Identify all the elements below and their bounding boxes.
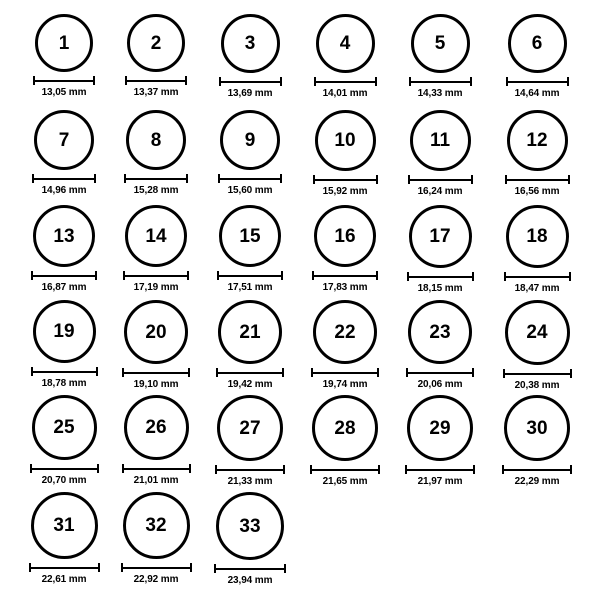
dimension-line xyxy=(32,174,96,183)
ring-size-cell xyxy=(111,110,201,196)
dimension-tick-left xyxy=(217,271,219,280)
dimension-marker xyxy=(122,368,190,390)
dimension-tick-left xyxy=(219,77,221,86)
dimension-tick-right xyxy=(93,76,95,85)
dimension-label: 20,38 mm xyxy=(514,380,560,391)
ring-circle xyxy=(315,110,376,171)
dimension-bar xyxy=(219,81,282,83)
dimension-label: 21,97 mm xyxy=(417,476,463,487)
ring-size-number: 27 xyxy=(239,417,261,439)
ring-circle xyxy=(124,395,189,460)
dimension-line xyxy=(219,77,282,86)
ring-size-number: 14 xyxy=(145,225,167,247)
dimension-bar xyxy=(122,372,190,374)
ring-size-number: 12 xyxy=(526,130,548,151)
ring-circle xyxy=(312,395,378,461)
dimension-tick-right xyxy=(567,77,569,86)
dimension-bar xyxy=(122,468,191,470)
dimension-line xyxy=(502,465,572,474)
ring-size-cell xyxy=(19,395,109,486)
dimension-marker xyxy=(310,465,380,487)
dimension-marker xyxy=(125,76,187,98)
ring-size-number: 17 xyxy=(429,226,451,247)
dimension-label: 14,33 mm xyxy=(417,88,463,99)
ring-size-number: 16 xyxy=(334,225,356,247)
ring-size-cell xyxy=(205,395,295,487)
dimension-line xyxy=(505,175,570,184)
dimension-bar xyxy=(32,178,96,180)
dimension-line xyxy=(214,564,286,573)
dimension-marker xyxy=(219,77,282,99)
dimension-bar xyxy=(310,469,380,471)
ring-size-number: 6 xyxy=(531,33,543,54)
dimension-bar xyxy=(33,80,95,82)
dimension-label: 19,42 mm xyxy=(227,379,273,390)
dimension-tick-left xyxy=(409,77,411,86)
dimension-marker xyxy=(502,465,572,487)
dimension-tick-right xyxy=(473,465,475,474)
dimension-label: 21,01 mm xyxy=(133,475,179,486)
dimension-tick-right xyxy=(280,77,282,86)
dimension-line xyxy=(311,368,379,377)
dimension-bar xyxy=(313,179,378,181)
dimension-marker xyxy=(505,175,570,197)
dimension-tick-left xyxy=(30,464,32,473)
dimension-label: 22,92 mm xyxy=(133,574,179,585)
ring-circle xyxy=(32,395,97,460)
dimension-marker xyxy=(218,174,282,196)
dimension-tick-right xyxy=(570,465,572,474)
dimension-marker xyxy=(407,272,474,294)
dimension-label: 19,74 mm xyxy=(322,379,368,390)
ring-size-number: 8 xyxy=(150,129,162,151)
ring-circle xyxy=(410,110,471,171)
dimension-bar xyxy=(409,81,472,83)
dimension-tick-right xyxy=(96,367,98,376)
dimension-line xyxy=(124,174,188,183)
dimension-tick-left xyxy=(31,271,33,280)
dimension-marker xyxy=(314,77,377,99)
dimension-label: 13,05 mm xyxy=(41,87,87,98)
dimension-label: 20,70 mm xyxy=(41,475,87,486)
dimension-tick-left xyxy=(503,369,505,378)
dimension-tick-right xyxy=(282,368,284,377)
dimension-line xyxy=(31,367,98,376)
dimension-line xyxy=(215,465,285,474)
dimension-bar xyxy=(121,567,192,569)
dimension-marker xyxy=(311,368,379,390)
ring-circle xyxy=(219,205,281,267)
ring-size-number: 29 xyxy=(429,417,451,439)
dimension-label: 23,94 mm xyxy=(227,575,273,586)
dimension-label: 14,64 mm xyxy=(514,88,560,99)
dimension-bar xyxy=(124,178,188,180)
dimension-tick-right xyxy=(186,174,188,183)
dimension-tick-left xyxy=(314,77,316,86)
ring-size-cell xyxy=(300,14,390,99)
dimension-tick-right xyxy=(568,175,570,184)
dimension-bar xyxy=(314,81,377,83)
ring-circle xyxy=(218,300,282,364)
dimension-tick-left xyxy=(218,174,220,183)
dimension-marker xyxy=(123,271,189,293)
ring-size-cell xyxy=(205,110,295,196)
ring-size-number: 20 xyxy=(145,321,167,343)
dimension-marker xyxy=(504,272,571,294)
ring-size-cell xyxy=(205,492,295,586)
dimension-line xyxy=(31,271,97,280)
dimension-marker xyxy=(408,175,473,197)
ring-size-number: 33 xyxy=(239,515,261,537)
dimension-line xyxy=(217,271,283,280)
dimension-tick-left xyxy=(214,564,216,573)
ring-size-cell xyxy=(19,205,109,293)
dimension-marker xyxy=(409,77,472,99)
dimension-line xyxy=(408,175,473,184)
ring-circle xyxy=(33,300,96,363)
dimension-tick-left xyxy=(124,174,126,183)
dimension-label: 22,29 mm xyxy=(514,476,560,487)
dimension-bar xyxy=(408,179,473,181)
ring-size-number: 10 xyxy=(334,130,356,151)
ring-circle xyxy=(216,492,284,560)
dimension-tick-left xyxy=(405,465,407,474)
dimension-label: 18,15 mm xyxy=(417,283,463,294)
ring-size-cell xyxy=(300,205,390,293)
ring-size-number: 32 xyxy=(145,515,167,536)
ring-size-number: 5 xyxy=(434,33,446,54)
ring-size-number: 23 xyxy=(429,321,451,343)
dimension-tick-right xyxy=(187,271,189,280)
dimension-label: 14,96 mm xyxy=(41,185,87,196)
dimension-line xyxy=(218,174,282,183)
ring-circle xyxy=(316,14,375,73)
dimension-tick-right xyxy=(472,368,474,377)
ring-circle xyxy=(127,14,185,72)
dimension-label: 22,61 mm xyxy=(41,574,87,585)
dimension-bar xyxy=(216,372,284,374)
ring-size-cell xyxy=(492,205,582,294)
ring-size-number: 13 xyxy=(53,225,75,247)
dimension-marker xyxy=(121,563,192,585)
ring-size-cell xyxy=(19,492,109,585)
dimension-marker xyxy=(214,564,286,586)
dimension-label: 21,65 mm xyxy=(322,476,368,487)
ring-size-number: 31 xyxy=(53,515,75,536)
dimension-line xyxy=(312,271,378,280)
dimension-bar xyxy=(218,178,282,180)
dimension-tick-left xyxy=(122,368,124,377)
ring-circle xyxy=(33,205,95,267)
dimension-tick-left xyxy=(408,175,410,184)
ring-size-cell xyxy=(395,14,485,99)
ring-size-cell xyxy=(300,300,390,390)
dimension-line xyxy=(409,77,472,86)
dimension-tick-right xyxy=(280,174,282,183)
dimension-bar xyxy=(30,468,99,470)
ring-circle xyxy=(508,14,567,73)
dimension-line xyxy=(506,77,569,86)
dimension-tick-left xyxy=(123,271,125,280)
dimension-label: 16,87 mm xyxy=(41,282,87,293)
dimension-marker xyxy=(124,174,188,196)
dimension-tick-left xyxy=(502,465,504,474)
dimension-marker xyxy=(122,464,191,486)
dimension-line xyxy=(314,77,377,86)
dimension-tick-right xyxy=(470,77,472,86)
ring-size-number: 30 xyxy=(526,417,548,439)
ring-size-cell xyxy=(19,110,109,196)
dimension-tick-left xyxy=(33,76,35,85)
ring-size-number: 18 xyxy=(526,226,548,247)
ring-size-cell xyxy=(395,205,485,294)
dimension-tick-left xyxy=(313,175,315,184)
dimension-tick-left xyxy=(312,271,314,280)
dimension-line xyxy=(122,368,190,377)
dimension-bar xyxy=(125,80,187,82)
dimension-line xyxy=(405,465,475,474)
ring-size-number: 21 xyxy=(239,321,261,343)
dimension-line xyxy=(29,563,100,572)
dimension-tick-left xyxy=(216,368,218,377)
dimension-tick-right xyxy=(472,272,474,281)
dimension-tick-right xyxy=(94,174,96,183)
ring-circle xyxy=(314,205,376,267)
ring-circle xyxy=(34,110,94,170)
dimension-tick-right xyxy=(376,175,378,184)
dimension-line xyxy=(503,369,572,378)
dimension-tick-left xyxy=(311,368,313,377)
dimension-tick-left xyxy=(29,563,31,572)
ring-circle xyxy=(124,300,188,364)
dimension-line xyxy=(504,272,571,281)
ring-circle xyxy=(31,492,98,559)
ring-size-cell xyxy=(492,395,582,487)
dimension-line xyxy=(407,272,474,281)
ring-size-cell xyxy=(492,110,582,197)
dimension-tick-left xyxy=(125,76,127,85)
ring-size-cell xyxy=(395,395,485,487)
ring-circle xyxy=(407,395,473,461)
dimension-tick-right xyxy=(377,368,379,377)
ring-circle xyxy=(221,14,280,73)
ring-size-number: 15 xyxy=(239,225,261,247)
dimension-tick-left xyxy=(121,563,123,572)
dimension-marker xyxy=(313,175,378,197)
dimension-label: 18,47 mm xyxy=(514,283,560,294)
dimension-line xyxy=(122,464,191,473)
dimension-label: 16,24 mm xyxy=(417,186,463,197)
dimension-bar xyxy=(123,275,189,277)
ring-size-cell xyxy=(300,395,390,487)
dimension-label: 13,69 mm xyxy=(227,88,273,99)
dimension-label: 21,33 mm xyxy=(227,476,273,487)
dimension-bar xyxy=(407,276,474,278)
dimension-label: 17,83 mm xyxy=(322,282,368,293)
dimension-marker xyxy=(217,271,283,293)
dimension-label: 14,01 mm xyxy=(322,88,368,99)
dimension-label: 20,06 mm xyxy=(417,379,463,390)
dimension-marker xyxy=(29,563,100,585)
dimension-label: 15,60 mm xyxy=(227,185,273,196)
dimension-tick-left xyxy=(506,77,508,86)
ring-circle xyxy=(220,110,280,170)
ring-size-number: 24 xyxy=(526,322,548,343)
dimension-line xyxy=(123,271,189,280)
dimension-tick-right xyxy=(97,464,99,473)
dimension-marker xyxy=(506,77,569,99)
dimension-marker xyxy=(31,271,97,293)
dimension-tick-left xyxy=(406,368,408,377)
dimension-tick-right xyxy=(375,77,377,86)
dimension-bar xyxy=(505,179,570,181)
dimension-tick-left xyxy=(505,175,507,184)
dimension-tick-right xyxy=(190,563,192,572)
ring-size-number: 19 xyxy=(53,321,75,342)
dimension-bar xyxy=(503,373,572,375)
dimension-tick-right xyxy=(570,369,572,378)
ring-circle xyxy=(126,110,186,170)
dimension-bar xyxy=(311,372,379,374)
ring-circle xyxy=(125,205,187,267)
dimension-bar xyxy=(506,81,569,83)
ring-size-number: 1 xyxy=(58,32,70,54)
ring-size-number: 9 xyxy=(244,129,256,151)
dimension-line xyxy=(30,464,99,473)
dimension-line xyxy=(406,368,474,377)
dimension-label: 15,28 mm xyxy=(133,185,179,196)
ring-circle xyxy=(504,395,570,461)
dimension-tick-right xyxy=(376,271,378,280)
ring-size-number: 22 xyxy=(334,321,356,343)
ring-circle xyxy=(506,205,569,268)
ring-circle xyxy=(35,14,93,72)
dimension-bar xyxy=(214,568,286,570)
dimension-bar xyxy=(405,469,475,471)
ring-size-cell xyxy=(111,300,201,390)
ring-size-cell xyxy=(205,14,295,99)
dimension-tick-right xyxy=(283,465,285,474)
ring-size-cell xyxy=(492,14,582,99)
dimension-tick-right xyxy=(284,564,286,573)
dimension-marker xyxy=(30,464,99,486)
dimension-bar xyxy=(312,275,378,277)
dimension-label: 13,37 mm xyxy=(133,87,179,98)
dimension-marker xyxy=(406,368,474,390)
ring-circle xyxy=(217,395,283,461)
dimension-tick-left xyxy=(310,465,312,474)
dimension-label: 19,10 mm xyxy=(133,379,179,390)
ring-size-cell xyxy=(111,205,201,293)
ring-size-cell xyxy=(205,300,295,390)
dimension-marker xyxy=(33,76,95,98)
dimension-tick-left xyxy=(122,464,124,473)
ring-size-cell xyxy=(111,395,201,486)
dimension-label: 16,56 mm xyxy=(514,186,560,197)
ring-size-cell xyxy=(205,205,295,293)
dimension-marker xyxy=(215,465,285,487)
dimension-line xyxy=(121,563,192,572)
dimension-marker xyxy=(503,369,572,391)
ring-circle xyxy=(123,492,190,559)
ring-circle xyxy=(507,110,568,171)
dimension-marker xyxy=(31,367,98,389)
ring-circle xyxy=(409,205,472,268)
dimension-tick-right xyxy=(471,175,473,184)
dimension-tick-right xyxy=(98,563,100,572)
dimension-label: 15,92 mm xyxy=(322,186,368,197)
dimension-tick-left xyxy=(32,174,34,183)
dimension-bar xyxy=(31,275,97,277)
dimension-bar xyxy=(502,469,572,471)
ring-size-cell xyxy=(395,300,485,390)
dimension-label: 18,78 mm xyxy=(41,378,87,389)
ring-size-cell xyxy=(19,300,109,389)
dimension-bar xyxy=(215,469,285,471)
dimension-tick-left xyxy=(31,367,33,376)
dimension-marker xyxy=(216,368,284,390)
ring-size-number: 11 xyxy=(429,130,451,151)
dimension-line xyxy=(313,175,378,184)
dimension-line xyxy=(33,76,95,85)
dimension-tick-right xyxy=(281,271,283,280)
dimension-line xyxy=(125,76,187,85)
ring-size-cell xyxy=(300,110,390,197)
dimension-bar xyxy=(406,372,474,374)
ring-size-number: 28 xyxy=(334,417,356,439)
dimension-tick-right xyxy=(569,272,571,281)
ring-size-cell xyxy=(492,300,582,391)
ring-size-number: 3 xyxy=(244,33,256,54)
ring-circle xyxy=(408,300,472,364)
ring-circle xyxy=(411,14,470,73)
ring-size-number: 2 xyxy=(150,32,162,54)
dimension-bar xyxy=(31,371,98,373)
dimension-bar xyxy=(29,567,100,569)
ring-size-cell xyxy=(111,14,201,98)
ring-size-number: 25 xyxy=(53,417,75,438)
dimension-tick-right xyxy=(185,76,187,85)
ring-circle xyxy=(505,300,570,365)
dimension-tick-left xyxy=(407,272,409,281)
dimension-tick-right xyxy=(188,368,190,377)
dimension-marker xyxy=(32,174,96,196)
dimension-tick-left xyxy=(504,272,506,281)
dimension-label: 17,51 mm xyxy=(227,282,273,293)
dimension-bar xyxy=(504,276,571,278)
ring-size-number: 4 xyxy=(339,33,351,54)
ring-size-cell xyxy=(395,110,485,197)
ring-size-cell xyxy=(111,492,201,585)
dimension-line xyxy=(216,368,284,377)
dimension-label: 17,19 mm xyxy=(133,282,179,293)
dimension-tick-left xyxy=(215,465,217,474)
dimension-marker xyxy=(312,271,378,293)
ring-size-cell xyxy=(19,14,109,98)
dimension-line xyxy=(310,465,380,474)
dimension-marker xyxy=(405,465,475,487)
ring-circle xyxy=(313,300,377,364)
ring-size-number: 26 xyxy=(145,417,167,438)
ring-size-number: 7 xyxy=(58,129,70,151)
dimension-tick-right xyxy=(95,271,97,280)
dimension-tick-right xyxy=(378,465,380,474)
dimension-tick-right xyxy=(189,464,191,473)
dimension-bar xyxy=(217,275,283,277)
